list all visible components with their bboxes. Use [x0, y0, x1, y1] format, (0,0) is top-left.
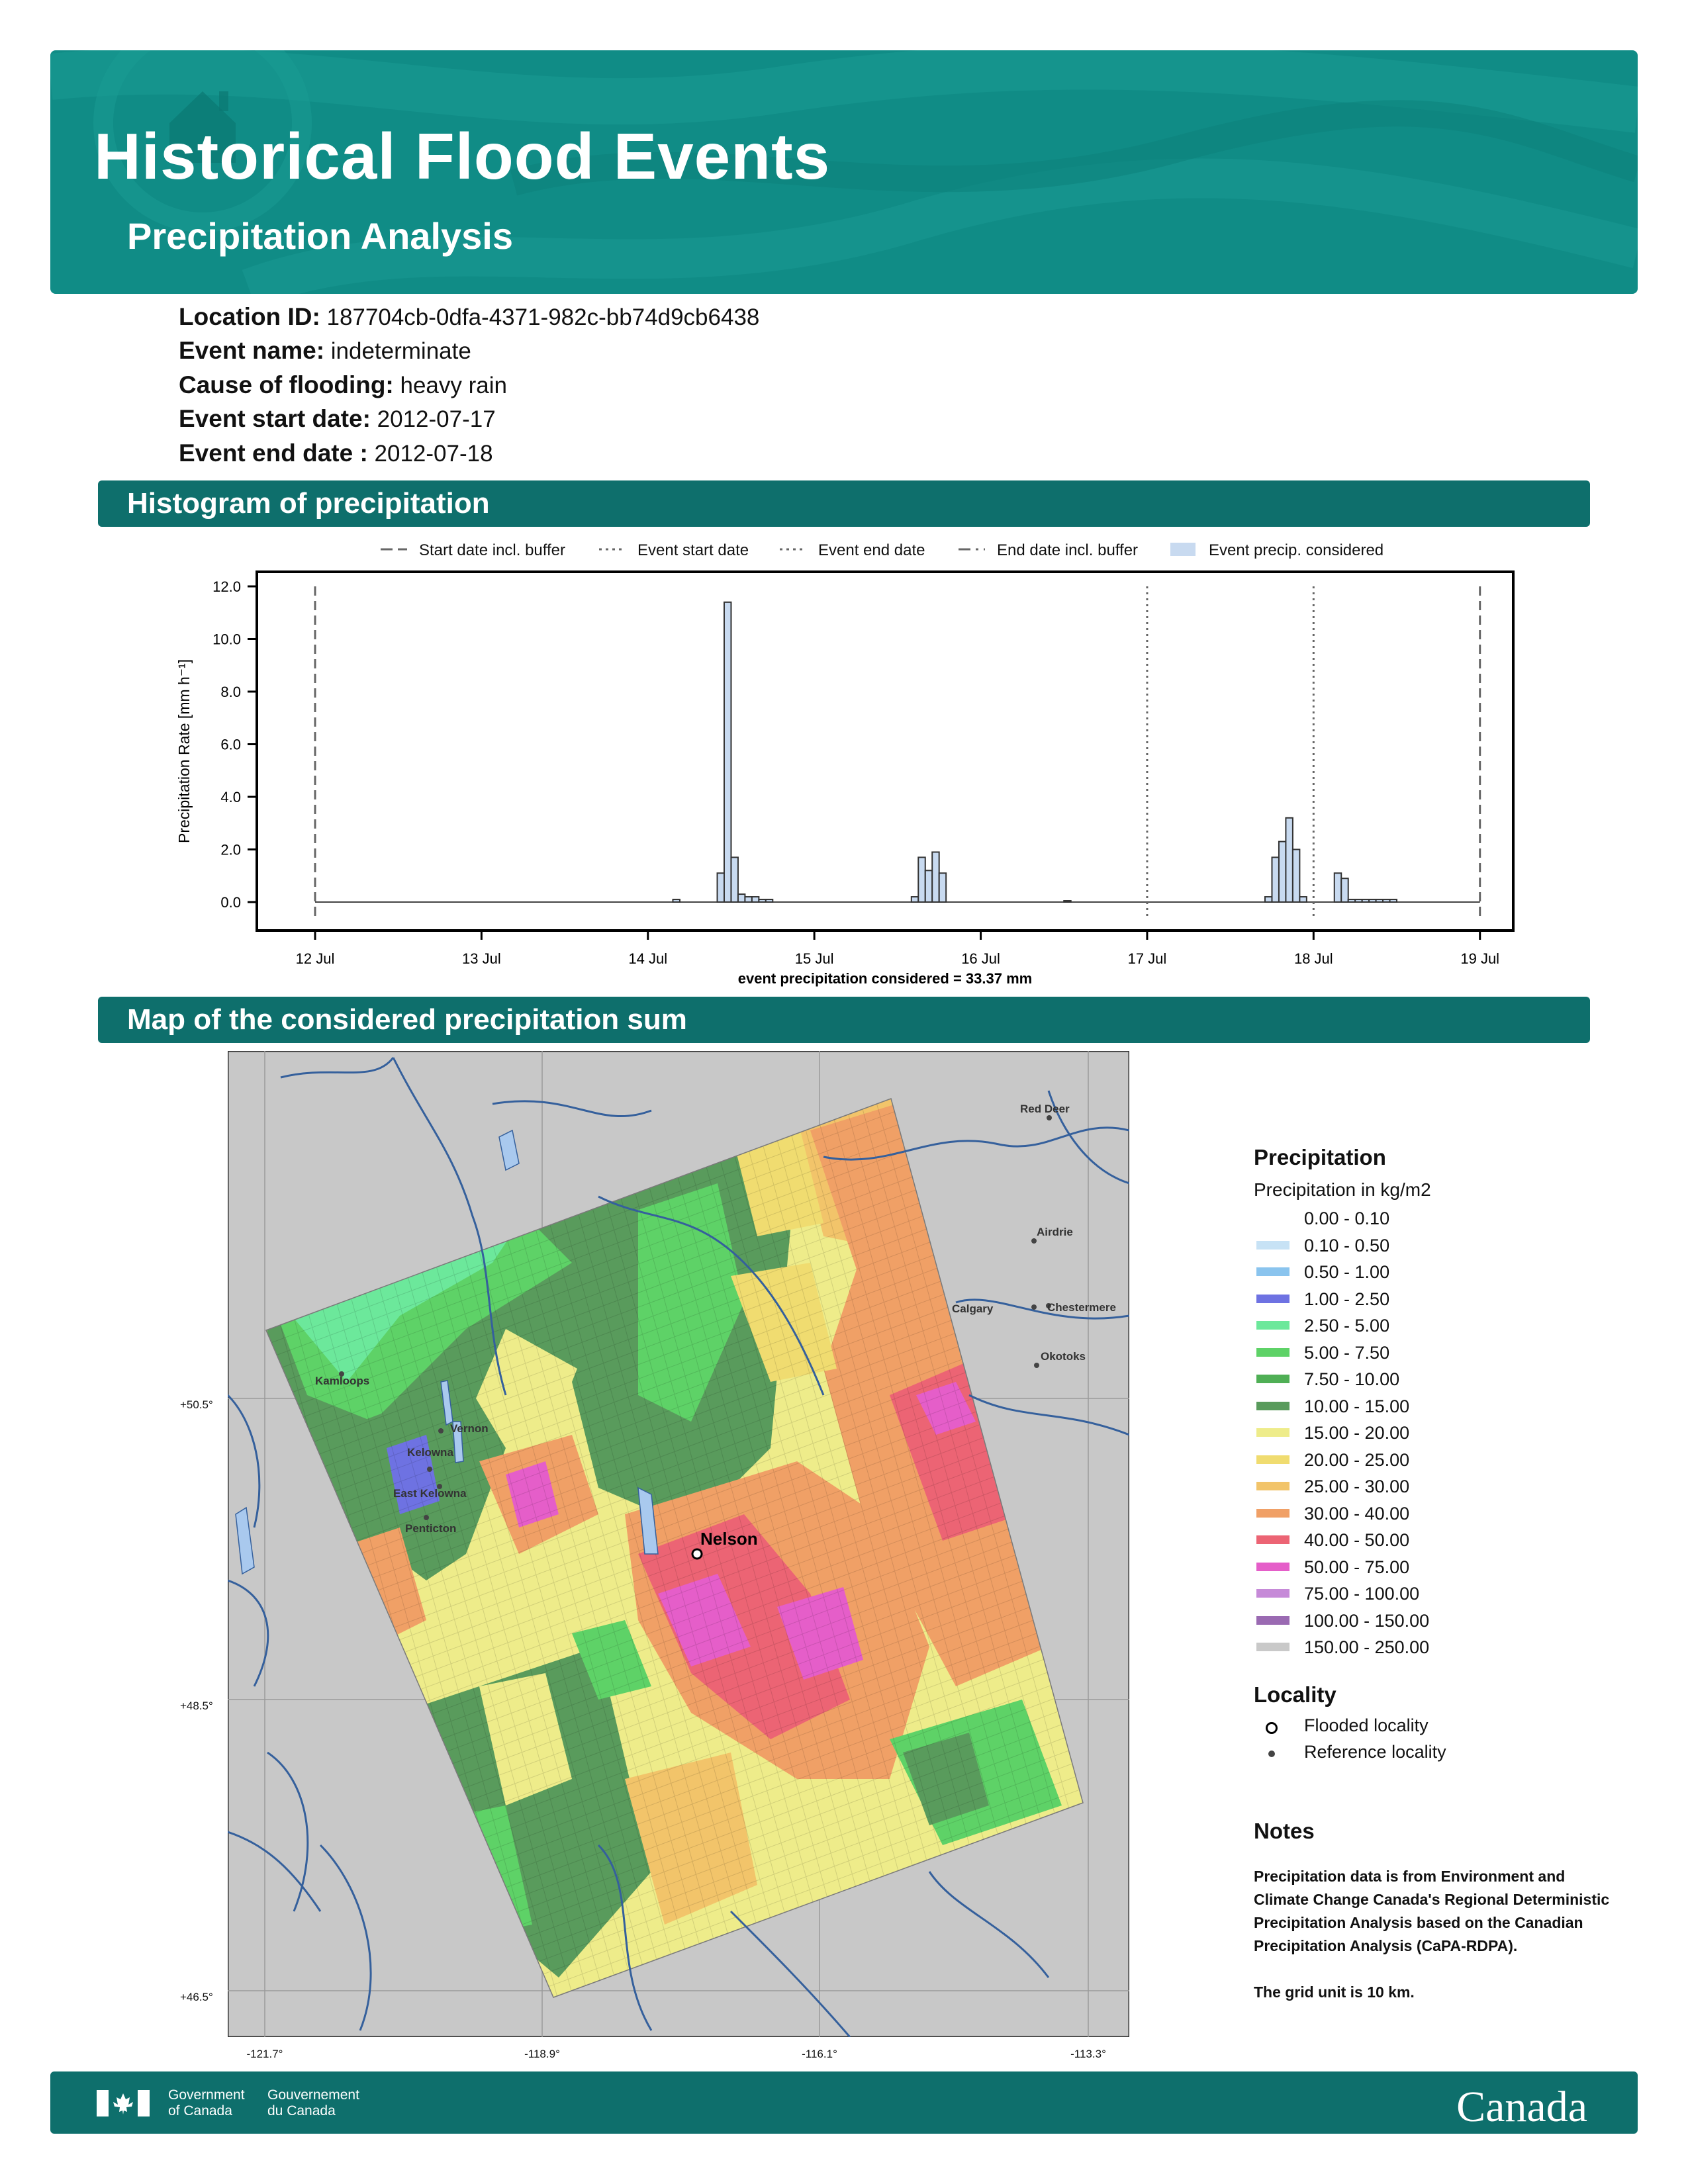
histogram-bar: [1390, 899, 1397, 902]
event-name-value: indeterminate: [330, 338, 471, 364]
gouvernement-du-canada-label: Gouvernement du Canada: [267, 2087, 359, 2118]
locality-label: Airdrie: [1037, 1226, 1073, 1238]
x-tick-label: 19 Jul: [1460, 950, 1500, 967]
legend-class-label: 20.00 - 25.00: [1304, 1449, 1410, 1470]
legend-class-label: 10.00 - 15.00: [1304, 1396, 1410, 1416]
legend-class-label: 7.50 - 10.00: [1304, 1369, 1400, 1389]
legend-fill-icon: [1170, 543, 1196, 556]
legend-class-label: 5.00 - 7.50: [1304, 1342, 1390, 1363]
x-tick-label: 16 Jul: [961, 950, 1000, 967]
histogram-bar: [925, 870, 932, 902]
locality-label: Calgary: [952, 1302, 994, 1315]
legend-color-swatch: [1256, 1509, 1289, 1518]
notes-grid-unit: The grid unit is 10 km.: [1254, 1983, 1415, 2001]
histogram-legend: [381, 541, 1383, 559]
header-banner: [50, 50, 1638, 294]
reference-locality-marker: [427, 1467, 432, 1472]
y-tick-label: 0.0: [220, 894, 241, 911]
y-tick-label: 10.0: [212, 631, 241, 648]
legend-color-swatch: [1256, 1267, 1289, 1276]
histogram-bar: [752, 897, 759, 902]
legend-class-label: 0.00 - 0.10: [1304, 1208, 1390, 1228]
map-section-header: Map of the considered precipitation sum: [98, 997, 1590, 1043]
legend-class-label: 1.00 - 2.50: [1304, 1289, 1390, 1309]
histogram-section-header: Histogram of precipitation: [98, 480, 1590, 527]
plot-frame: [257, 572, 1513, 931]
longitude-label: -121.7°: [246, 2048, 283, 2060]
latitude-label: +50.5°: [180, 1398, 213, 1411]
notes-body: [1254, 1865, 1611, 2004]
reference-locality-marker: [1034, 1363, 1039, 1368]
locality-label: Okotoks: [1041, 1350, 1086, 1363]
start-date-label: Event start date:: [179, 405, 371, 432]
histogram-bar: [1293, 850, 1299, 903]
end-date-row: [179, 439, 493, 467]
longitude-label: -113.3°: [1070, 2048, 1106, 2060]
event-sum-label: event precipitation considered = 33.37 mm: [737, 970, 1033, 987]
histogram-bar: [1369, 899, 1376, 902]
location-id-value: 187704cb-0dfa-4371-982c-bb74d9cb6438: [326, 304, 760, 330]
histogram-bar: [1355, 899, 1362, 902]
histogram-bar: [1299, 897, 1306, 902]
locality-label: Kelowna: [407, 1446, 453, 1459]
x-tick-label: 13 Jul: [462, 950, 501, 967]
flooded-locality-marker: [692, 1549, 702, 1559]
legend-class-label: 30.00 - 40.00: [1304, 1503, 1410, 1524]
legend-class-label: 0.10 - 0.50: [1304, 1235, 1390, 1255]
legend-color-swatch: [1256, 1455, 1289, 1464]
histogram-bar: [939, 873, 946, 902]
locality-label: Penticton: [405, 1522, 457, 1535]
histogram-bar: [718, 873, 724, 902]
page-title: Historical Flood Events: [94, 120, 831, 193]
histogram-bar: [1272, 857, 1278, 902]
locality-label: Vernon: [450, 1422, 489, 1435]
legend-color-swatch: [1256, 1589, 1289, 1598]
legend-class-label: 150.00 - 250.00: [1304, 1637, 1430, 1657]
start-date-row: [179, 405, 496, 433]
legend-subtitle: Precipitation in kg/m2: [1254, 1179, 1431, 1200]
longitude-label: -116.1°: [802, 2048, 837, 2060]
page-subtitle: Precipitation Analysis: [127, 215, 513, 257]
legend-entry: Event start date: [637, 541, 749, 559]
reference-locality-marker: [1031, 1238, 1037, 1244]
locality-label: Chestermere: [1047, 1301, 1116, 1314]
legend-color-swatch: [1256, 1375, 1289, 1383]
legend-class-label: 0.50 - 1.00: [1304, 1262, 1390, 1282]
y-tick-label: 4.0: [220, 789, 241, 805]
reference-locality-marker: [438, 1428, 444, 1433]
locality-legend-title: Locality: [1254, 1682, 1336, 1707]
histogram-bar: [738, 894, 745, 902]
x-tick-label: 12 Jul: [295, 950, 335, 967]
end-date-label: Event end date :: [179, 439, 368, 467]
canada-wordmark: Canada: [1456, 2083, 1587, 2131]
legend-color-swatch: [1256, 1643, 1289, 1651]
histogram-bar: [1362, 899, 1369, 902]
y-axis-label: Precipitation Rate [mm h⁻¹]: [175, 659, 193, 844]
histogram-bar: [1376, 899, 1383, 902]
legend-color-swatch: [1256, 1616, 1289, 1625]
histogram-bar: [932, 852, 939, 902]
latitude-label: +46.5°: [180, 1991, 213, 2003]
legend-class-label: 25.00 - 30.00: [1304, 1477, 1410, 1496]
reference-locality-marker: [1047, 1115, 1052, 1120]
flooded-marker-icon: [1266, 1722, 1278, 1734]
longitude-label: -118.9°: [524, 2048, 560, 2060]
x-tick-label: 14 Jul: [628, 950, 668, 967]
locality-label: Red Deer: [1020, 1103, 1070, 1115]
precipitation-histogram: [0, 529, 1688, 1039]
legend-color-swatch: [1256, 1402, 1289, 1410]
legend-color-swatch: [1256, 1241, 1289, 1250]
legend-class-label: 2.50 - 5.00: [1304, 1316, 1390, 1336]
notes-text: Precipitation data is from Environment and Climate Change Canada's Regional Deterministic Precipitation Analysis based on the Canadian Precipitation Analysis (CaPA-RDPA).: [1254, 1868, 1610, 1954]
end-date-value: 2012-07-18: [374, 441, 493, 467]
government-of-canada-label: Government of Canada: [168, 2087, 245, 2118]
legend-color-swatch: [1256, 1428, 1289, 1437]
legend-title: Precipitation: [1254, 1145, 1386, 1169]
histogram-bar: [1064, 901, 1070, 902]
histogram-bar: [1279, 842, 1286, 902]
event-name-label: Event name:: [179, 337, 325, 364]
histogram-bar: [731, 857, 737, 902]
legend-entry: Event precip. considered: [1209, 541, 1384, 559]
reference-locality-marker: [424, 1515, 429, 1520]
reference-locality-label: Reference locality: [1304, 1742, 1446, 1762]
legend-color-swatch: [1256, 1348, 1289, 1357]
legend-color-swatch: [1256, 1295, 1289, 1303]
start-date-value: 2012-07-17: [377, 406, 496, 432]
latitude-label: +48.5°: [180, 1700, 213, 1712]
cause-row: [179, 371, 507, 399]
legend-entry: Event end date: [818, 541, 925, 559]
x-tick-label: 18 Jul: [1293, 950, 1333, 967]
legend-entry: Start date incl. buffer: [419, 541, 566, 559]
event-name-row: [179, 337, 471, 365]
legend-color-swatch: [1256, 1482, 1289, 1490]
location-id-row: [179, 303, 759, 331]
legend-class-label: 15.00 - 20.00: [1304, 1423, 1410, 1443]
cause-value: heavy rain: [400, 373, 507, 398]
y-tick-label: 2.0: [220, 841, 241, 858]
histogram-bar: [918, 857, 925, 902]
y-tick-label: 6.0: [220, 736, 241, 753]
histogram-bar: [1286, 818, 1292, 902]
histogram-bar: [724, 602, 731, 902]
legend-color-swatch: [1256, 1535, 1289, 1544]
legend-class-label: 40.00 - 50.00: [1304, 1530, 1410, 1550]
locality-label: East Kelowna: [393, 1487, 467, 1500]
legend-class-label: 50.00 - 75.00: [1304, 1557, 1410, 1577]
histogram-bar: [673, 899, 679, 902]
flooded-locality-label: Nelson: [700, 1529, 758, 1549]
histogram-bar: [912, 897, 918, 902]
legend-entry: End date incl. buffer: [997, 541, 1139, 559]
histogram-bar: [1265, 897, 1272, 902]
histogram-bar: [759, 899, 765, 902]
notes-title: Notes: [1254, 1819, 1315, 1843]
legend-color-swatch: [1256, 1321, 1289, 1330]
histogram-bar: [766, 899, 773, 902]
y-tick-label: 12.0: [212, 578, 241, 595]
histogram-bar: [1341, 878, 1348, 902]
reference-locality-marker: [1031, 1304, 1037, 1310]
reference-marker-icon: [1268, 1751, 1275, 1757]
legend-color-swatch: [1256, 1214, 1289, 1222]
histogram-bar: [1383, 899, 1389, 902]
footer-bar: [50, 2071, 1638, 2134]
precipitation-map: [228, 1051, 1129, 2037]
y-tick-label: 8.0: [220, 684, 241, 700]
location-id-label: Location ID:: [179, 303, 320, 330]
histogram-bar: [1335, 873, 1341, 902]
x-tick-label: 17 Jul: [1127, 950, 1167, 967]
legend-class-label: 75.00 - 100.00: [1304, 1584, 1420, 1604]
locality-label: Kamloops: [315, 1375, 370, 1387]
histogram-bar: [1348, 899, 1355, 902]
canada-flag-icon: [97, 2090, 150, 2116]
histogram-bar: [745, 897, 751, 902]
x-tick-label: 15 Jul: [794, 950, 834, 967]
cause-label: Cause of flooding:: [179, 371, 394, 398]
flooded-locality-label: Flooded locality: [1304, 1715, 1429, 1735]
legend-color-swatch: [1256, 1563, 1289, 1571]
legend-class-label: 100.00 - 150.00: [1304, 1610, 1430, 1631]
